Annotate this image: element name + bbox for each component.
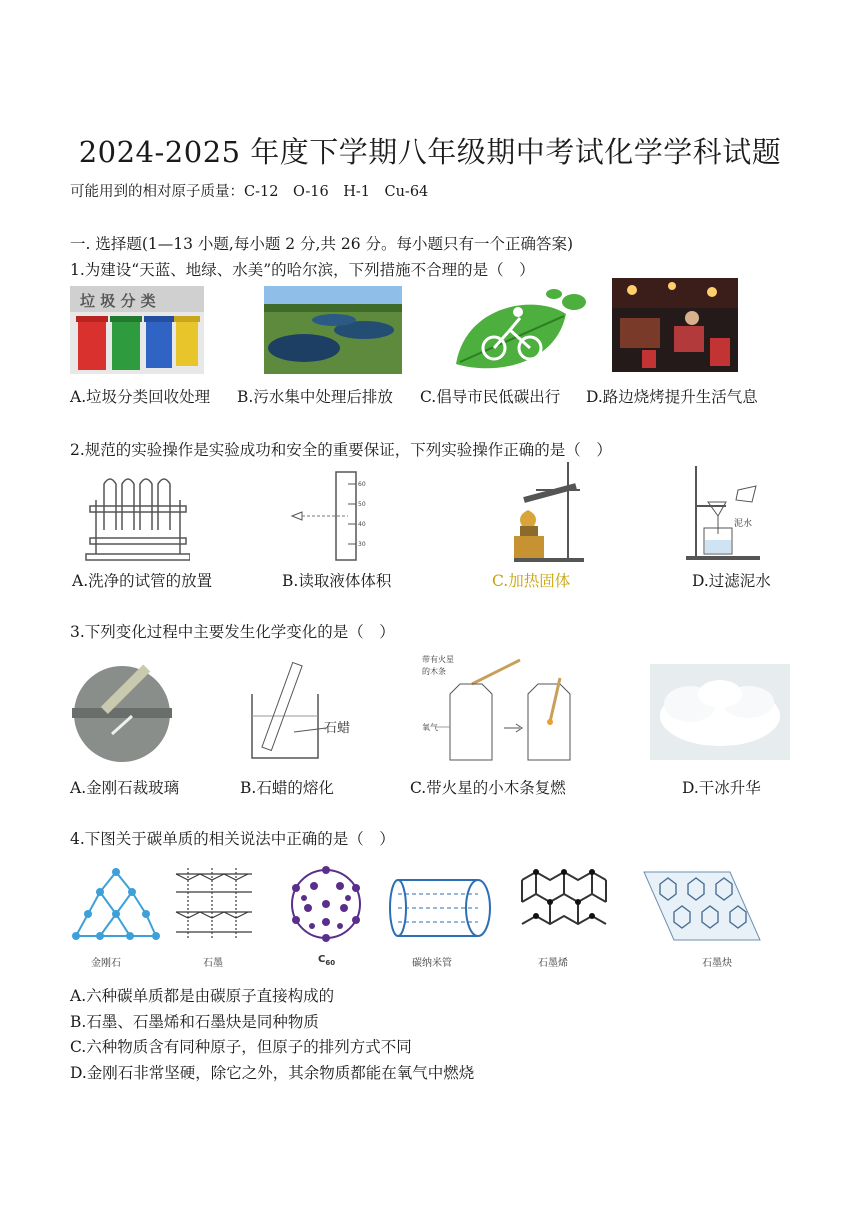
graphyne-structure-image (640, 868, 764, 944)
section-heading: 一. 选择题(1—13 小题,每小题 2 分,共 26 分。每小题只有一个正确答案) (70, 235, 574, 253)
q1-stem: 1.为建设“天蓝、地绿、水美”的哈尔滨，下列措施不合理的是（ ） (70, 261, 535, 279)
splint-label-2: 的木条 (422, 667, 446, 676)
q4-option-c: C.六种物质含有同种原子，但原子的排列方式不同 (70, 1038, 412, 1056)
splint-relight-image (420, 650, 580, 764)
q2-option-a: A.洗净的试管的放置 (72, 572, 213, 590)
q4-option-a: A.六种碳单质都是由碳原子直接构成的 (70, 987, 335, 1005)
q1-option-c: C.倡导市民低碳出行 (420, 388, 561, 406)
roadside-barbecue-image (612, 278, 738, 372)
label-c60-sub: 60 (325, 959, 336, 967)
q2-stem: 2.规范的实验操作是实验成功和安全的重要保证，下列实验操作正确的是（ ） (70, 441, 612, 459)
label-graphene: 石墨烯 (538, 958, 568, 969)
splint-label-1: 带有火星 (422, 655, 454, 664)
diamond-cutting-glass-image (72, 664, 172, 764)
sewage-plant-image (264, 286, 402, 374)
tick-40: 40 (358, 521, 366, 528)
bin-label: 垃 圾 分 类 (80, 292, 156, 310)
garbage-bins-image (70, 286, 204, 374)
q3-option-c: C.带火星的小木条复燃 (410, 779, 566, 797)
low-carbon-leaf-image (446, 284, 590, 376)
q2-option-d: D.过滤泥水 (692, 572, 771, 590)
tick-60: 60 (358, 481, 366, 488)
label-nanotube: 碳纳米管 (412, 958, 452, 969)
label-graphyne: 石墨炔 (702, 958, 732, 969)
filtration-image (686, 466, 762, 562)
wax-label: 石蜡 (324, 721, 351, 736)
carbon-nanotube-image (388, 874, 492, 944)
dry-ice-image (650, 664, 790, 760)
q4-option-b: B.石墨、石墨烯和石墨炔是同种物质 (70, 1013, 319, 1031)
label-c60 (318, 954, 335, 967)
graphite-structure-image (172, 864, 256, 944)
q4-stem: 4.下图关于碳单质的相关说法中正确的是（ ） (70, 830, 395, 848)
oxygen-label: 氧气 (422, 723, 438, 732)
q3-option-d: D.干冰升华 (682, 779, 761, 797)
q2-option-c: C.加热固体 (492, 572, 571, 590)
wax-melting-image (244, 654, 356, 764)
q1-option-a: A.垃圾分类回收处理 (70, 388, 211, 406)
atomic-mass-note: 可能用到的相对原子质量：C-12 O-16 H-1 Cu-64 (70, 184, 429, 200)
c60-structure-image (286, 864, 366, 944)
label-graphite: 石墨 (203, 958, 223, 969)
q3-option-a: A.金刚石裁玻璃 (70, 779, 180, 797)
tick-30: 30 (358, 541, 366, 548)
q2-option-b: B.读取液体体积 (282, 572, 392, 590)
graduated-cylinder-image (288, 470, 370, 562)
diamond-structure-image (70, 864, 162, 944)
q4-option-d: D.金刚石非常坚硬，除它之外，其余物质都能在氧气中燃烧 (70, 1064, 475, 1082)
q3-option-b: B.石蜡的熔化 (240, 779, 334, 797)
tick-50: 50 (358, 501, 366, 508)
label-diamond: 金刚石 (91, 958, 121, 969)
q1-option-d: D.路边烧烤提升生活气息 (586, 388, 758, 406)
heating-solid-image (506, 460, 588, 564)
muddy-water-label: 泥水 (734, 519, 753, 529)
q1-option-b: B.污水集中处理后排放 (237, 388, 393, 406)
label-c60-main: C (318, 954, 326, 965)
graphene-structure-image (512, 860, 612, 944)
test-tube-rack-image (84, 470, 190, 564)
exam-title: 2024-2025 年度下学期八年级期中考试化学学科试题 (78, 135, 782, 169)
q3-stem: 3.下列变化过程中主要发生化学变化的是（ ） (70, 623, 395, 641)
